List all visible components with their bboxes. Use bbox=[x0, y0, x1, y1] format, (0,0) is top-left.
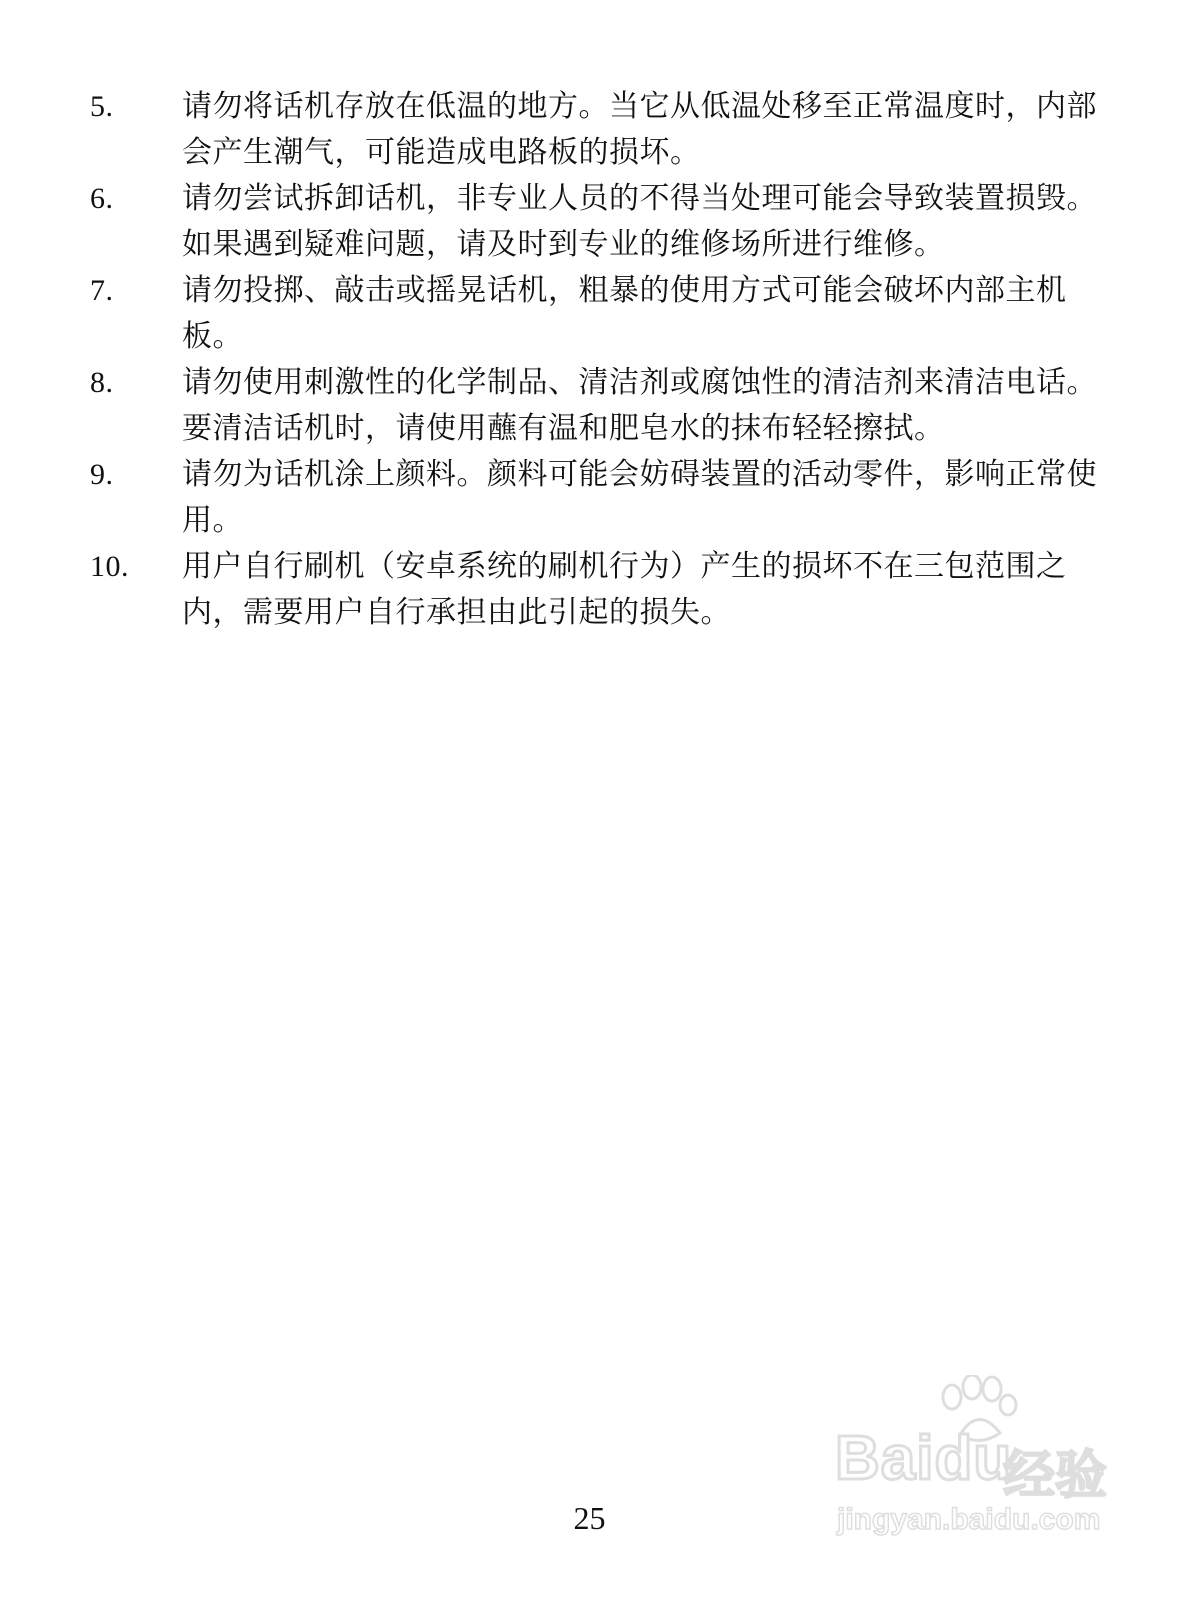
list-item bbox=[90, 84, 1100, 176]
item-number: 9. bbox=[90, 458, 114, 491]
list-item bbox=[90, 268, 1100, 360]
item-text: 请勿将话机存放在低温的地方。当它从低温处移至正常温度时，内部会产生潮气，可能造成电路板的损坏。 bbox=[182, 89, 1097, 170]
item-text: 用户自行刷机（安卓系统的刷机行为）产生的损坏不在三包范围之内，需要用户自行承担由此引起的损失。 bbox=[182, 549, 1067, 630]
item-text: 请勿使用刺激性的化学制品、清洁剂或腐蚀性的清洁剂来清洁电话。要清洁话机时，请使用蘸有温和肥皂水的抹布轻轻擦拭。 bbox=[182, 365, 1097, 446]
list-item bbox=[90, 360, 1100, 452]
watermark-label: 经验 bbox=[1003, 1446, 1108, 1506]
list-item bbox=[90, 544, 1100, 636]
watermark-url: jingyan.baidu.com bbox=[837, 1503, 1101, 1536]
item-number: 7. bbox=[90, 274, 114, 307]
page-number: 25 bbox=[573, 1500, 606, 1536]
item-number: 6. bbox=[90, 182, 114, 215]
item-text: 请勿为话机涂上颜料。颜料可能会妨碍装置的活动零件，影响正常使用。 bbox=[182, 457, 1097, 538]
list-item bbox=[90, 452, 1100, 544]
item-text: 请勿尝试拆卸话机，非专业人员的不得当处理可能会导致装置损毁。如果遇到疑难问题，请及时到专业的维修场所进行维修。 bbox=[182, 181, 1097, 262]
item-number: 10. bbox=[90, 550, 129, 583]
item-number: 5. bbox=[90, 90, 114, 123]
item-text: 请勿投掷、敲击或摇晃话机，粗暴的使用方式可能会破坏内部主机板。 bbox=[182, 273, 1067, 354]
item-number: 8. bbox=[90, 366, 114, 399]
list-item bbox=[90, 176, 1100, 268]
precautions-list bbox=[90, 84, 1100, 636]
watermark-logo: Baidu bbox=[835, 1424, 1013, 1493]
